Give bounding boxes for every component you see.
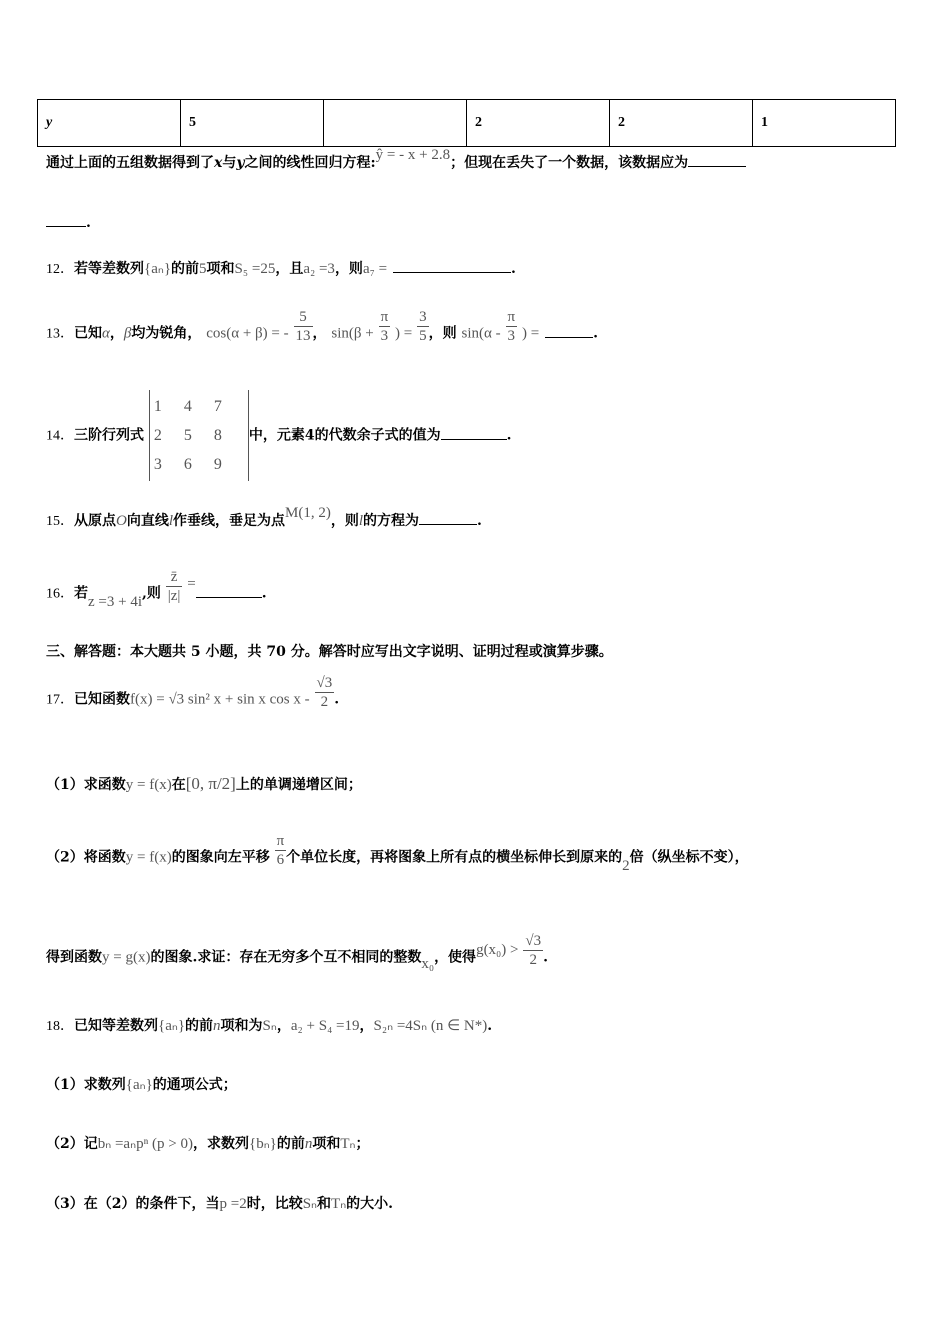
var-n: n xyxy=(213,1018,221,1034)
part-label: （3）在（2）的条件下，当 xyxy=(46,1196,220,1212)
q14-text: 中，元素 xyxy=(248,427,305,444)
q18-text: 的通项公式； xyxy=(152,1077,237,1093)
determinant xyxy=(149,390,249,481)
matrix-entry: 8 xyxy=(213,427,222,444)
question-18-part-2 xyxy=(46,1134,370,1154)
sequence-an: {aₙ} xyxy=(125,1077,153,1093)
sn: Sₙ xyxy=(302,1196,318,1212)
q17-text: 的图象向左平移 xyxy=(171,849,270,866)
numerator: π xyxy=(276,833,285,849)
q11-line-2 xyxy=(46,212,91,233)
q17-text: 在 xyxy=(171,777,186,793)
q17-text: 得到函数 xyxy=(46,949,102,966)
q11-text: ；但现在丢失了一个数据，该数据应为 xyxy=(450,155,689,171)
equals: ) = xyxy=(395,325,413,342)
q16-text: ,则 xyxy=(142,585,161,602)
question-17-part-2 xyxy=(46,833,749,874)
a2-expr: a₂ =3 xyxy=(303,261,335,277)
q18-text: 的大小. xyxy=(346,1196,394,1212)
question-18 xyxy=(46,1016,492,1037)
number: 2 xyxy=(622,857,630,874)
matrix-entry: 9 xyxy=(213,456,222,473)
point-o: O xyxy=(116,513,127,529)
denominator: 6 xyxy=(276,852,285,868)
question-number: 12． xyxy=(46,262,74,277)
q15-text: 向直线 xyxy=(126,513,169,529)
condition-1: a₂ + S₄ =19 xyxy=(290,1018,360,1034)
question-16 xyxy=(46,569,267,610)
fraction xyxy=(523,932,543,969)
sin-expr: sin(β + xyxy=(331,325,374,342)
line-l: l xyxy=(358,513,364,529)
denominator: |z| xyxy=(167,588,181,604)
bn-def: bₙ =aₙpⁿ (p > 0) xyxy=(97,1136,193,1152)
fraction xyxy=(275,832,287,869)
numerator: z̄ xyxy=(166,568,183,587)
alpha: α xyxy=(102,325,110,342)
question-17-part-2-cont xyxy=(46,933,548,972)
q13-end: . xyxy=(593,325,599,342)
q11-end: . xyxy=(86,215,91,231)
question-13 xyxy=(46,309,599,345)
regression-equation: ŷ = - x + 2.8 xyxy=(375,147,451,163)
part-label: （2）将函数 xyxy=(46,849,126,866)
x0: x₀ xyxy=(421,955,435,972)
numerator: 5 xyxy=(294,308,313,327)
matrix-entry: 2 xyxy=(153,427,162,444)
line-l: l xyxy=(168,513,174,529)
q18-text: ，求数列 xyxy=(193,1136,249,1152)
answer-blank xyxy=(688,152,746,167)
tn: Tₙ xyxy=(331,1196,347,1212)
q11-text: 与 xyxy=(222,155,237,171)
z-expr: z =3 + 4i xyxy=(88,593,142,610)
var-y: y xyxy=(236,155,245,171)
sin-expr-2: sin(α - xyxy=(461,325,501,342)
equals: ) = xyxy=(521,325,540,342)
matrix-entry: 1 xyxy=(153,398,162,415)
numerator: √3 xyxy=(525,933,542,949)
s5-expr: S₅ =25 xyxy=(234,261,276,277)
function-y: y = f(x) xyxy=(125,777,172,793)
q15-text: 从原点 xyxy=(74,513,116,529)
sn: Sₙ xyxy=(262,1018,277,1034)
part-label: （1）求函数 xyxy=(46,777,126,793)
table-cell: 2 xyxy=(467,100,610,147)
interval: [0, π/2] xyxy=(185,774,236,793)
function-f: f(x) = √3 sin² x + sin x cos x - xyxy=(130,691,310,708)
sequence-an: {aₙ} xyxy=(144,261,172,277)
q18-text: ， xyxy=(276,1018,291,1034)
var-n: n xyxy=(304,1136,313,1152)
q12-text: 若等差数列 xyxy=(74,261,144,277)
question-12 xyxy=(46,258,516,280)
fraction xyxy=(379,308,391,345)
matrix-entry: 4 xyxy=(183,398,192,415)
function-g: y = g(x) xyxy=(102,949,151,966)
answer-blank xyxy=(46,212,86,227)
q11-text: 通过上面的五组数据得到了 xyxy=(46,155,214,171)
table-cell: 2 xyxy=(610,100,753,147)
q13-text: ，则 xyxy=(428,325,457,342)
q11-text: 之间的线性回归方程: xyxy=(244,155,376,171)
question-number: 18． xyxy=(46,1019,74,1034)
answer-blank xyxy=(419,510,477,525)
function-y: y = f(x) xyxy=(125,849,172,866)
part-label: （1）求数列 xyxy=(46,1077,126,1093)
fraction xyxy=(417,308,429,345)
denominator: 3 xyxy=(507,328,516,344)
answer-blank xyxy=(393,258,511,273)
q16-end: . xyxy=(261,585,267,602)
q17-text: 上的单调递增区间； xyxy=(235,777,362,793)
q13-text: 已知 xyxy=(74,325,102,342)
fraction xyxy=(315,674,335,711)
inequality: g(x₀) > xyxy=(476,941,519,958)
q18-text: 项和为 xyxy=(220,1018,263,1034)
matrix-entry: 7 xyxy=(213,398,222,415)
q18-text: 时，比较 xyxy=(246,1196,303,1212)
q14-end: . xyxy=(506,427,512,444)
question-number: 16． xyxy=(46,586,74,602)
q17-end: . xyxy=(543,949,548,966)
q17-end: . xyxy=(334,691,340,708)
denominator: 13 xyxy=(295,328,311,344)
question-number: 14． xyxy=(46,428,74,444)
question-18-part-1 xyxy=(46,1075,237,1095)
q18-text: ； xyxy=(355,1136,370,1152)
numerator: √3 xyxy=(316,675,333,691)
q18-text: 的前 xyxy=(276,1136,305,1152)
question-15 xyxy=(46,505,482,532)
denominator: 2 xyxy=(529,952,537,968)
q13-text: ， xyxy=(312,325,327,342)
table-cell: 1 xyxy=(753,100,896,147)
table-cell: y xyxy=(38,100,181,147)
cos-expr: cos(α + β) = - xyxy=(206,325,289,342)
table-cell xyxy=(324,100,467,147)
matrix-entry: 5 xyxy=(183,427,192,444)
fraction xyxy=(166,568,183,605)
q17-text: ，使得 xyxy=(434,949,477,966)
q18-text: 的前 xyxy=(185,1018,214,1034)
numerator: π xyxy=(507,309,516,325)
condition-2: S₂ₙ =4Sₙ (n ∈ N*) xyxy=(373,1018,488,1034)
sequence-bn: {bₙ} xyxy=(249,1136,277,1152)
p-value: p =2 xyxy=(219,1196,247,1212)
q18-text: 项和 xyxy=(312,1136,341,1152)
q17-text: 的图象.求证：存在无穷多个互不相同的整数 xyxy=(150,949,422,966)
q18-end: . xyxy=(487,1018,493,1034)
table-row xyxy=(38,100,896,147)
q18-text: ， xyxy=(359,1018,374,1034)
q12-text: ，且 xyxy=(275,261,304,277)
q18-text: 已知等差数列 xyxy=(74,1018,158,1034)
matrix-entry: 6 xyxy=(183,456,192,473)
a7-expr: a₇ = xyxy=(362,261,388,277)
data-table xyxy=(37,99,896,147)
q12-text: 项和 xyxy=(206,261,235,277)
q15-text: 作垂线，垂足为点 xyxy=(173,513,286,529)
q13-text: 均为锐角， xyxy=(131,325,202,342)
q13-text: ， xyxy=(109,325,124,342)
q12-text: 的前 xyxy=(171,261,200,277)
fraction xyxy=(506,308,518,345)
sequence-an: {aₙ} xyxy=(158,1018,186,1034)
q15-text: ，则 xyxy=(330,513,359,529)
q14-text: 三阶行列式 xyxy=(74,427,144,444)
q15-text: 的方程为 xyxy=(363,513,420,529)
numerator: π xyxy=(380,309,389,325)
denominator: 2 xyxy=(320,694,329,710)
fraction xyxy=(294,308,313,345)
question-number: 15． xyxy=(46,514,74,529)
answer-blank xyxy=(441,425,507,440)
q11-line xyxy=(46,147,746,173)
beta: β xyxy=(123,325,132,342)
denominator: 5 xyxy=(419,328,427,344)
q17-text: 已知函数 xyxy=(74,691,130,708)
number: 5 xyxy=(199,261,207,277)
answer-blank xyxy=(545,323,593,338)
q16-text: 若 xyxy=(74,585,88,602)
question-number: 17． xyxy=(46,692,74,708)
point-m: M(1, 2) xyxy=(285,505,331,521)
matrix-entry: 3 xyxy=(153,456,162,473)
question-17-part-1 xyxy=(46,774,362,795)
q17-text: 倍（纵坐标不变）， xyxy=(629,849,749,866)
numerator: 3 xyxy=(419,309,427,325)
q15-end: . xyxy=(477,513,482,529)
answer-blank xyxy=(196,583,262,598)
table-cell: 5 xyxy=(181,100,324,147)
q14-text: 的代数余子式的值为 xyxy=(314,427,441,444)
number: 4 xyxy=(304,427,315,444)
question-17 xyxy=(46,675,340,711)
question-18-part-3 xyxy=(46,1194,393,1214)
q12-end: . xyxy=(511,261,516,277)
question-14 xyxy=(46,390,512,481)
var-x: x xyxy=(214,155,223,171)
tn: Tₙ xyxy=(340,1136,356,1152)
q18-text: 和 xyxy=(317,1196,332,1212)
question-number: 13． xyxy=(46,326,74,342)
part-label: （2）记 xyxy=(46,1136,98,1152)
section-heading: 三、解答题：本大题共 5 小题，共 70 分。解答时应写出文字说明、证明过程或演算步骤。 xyxy=(46,644,613,660)
denominator: 3 xyxy=(380,328,389,344)
q17-text: 个单位长度，再将图象上所有点的横坐标伸长到原来的 xyxy=(286,849,623,866)
equals: = xyxy=(187,575,196,592)
q12-text: ，则 xyxy=(334,261,363,277)
